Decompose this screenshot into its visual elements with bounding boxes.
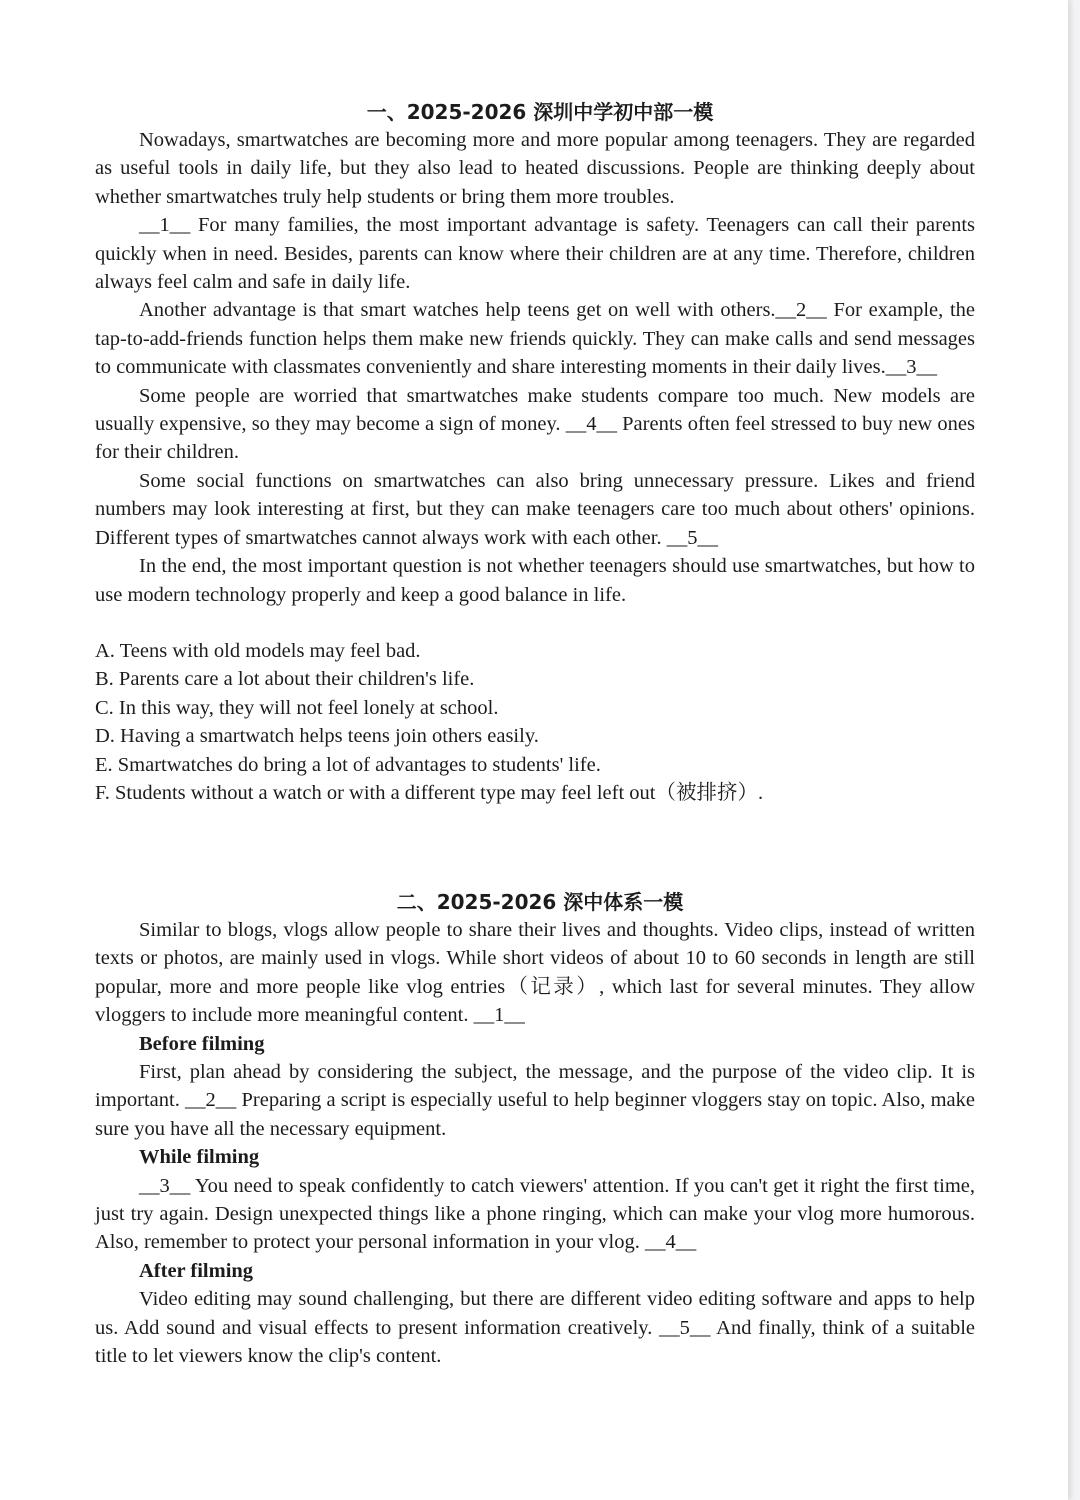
paragraph: __1__ For many families, the most important advantage is safety. Teenagers can call their parents quickly when in need. Besides, parents can know where their children are at any time. Therefore, children always feel calm and safe in daily life.	[95, 214, 975, 294]
subheading-after-filming: After filming	[139, 1259, 254, 1282]
option-d: D. Having a smartwatch helps teens join others easily.	[95, 725, 539, 748]
paragraph: Video editing may sound challenging, but there are different video editing software and apps to help us. Add sound and visual effects to present information creatively. __5__ And finally, think of a suitable title to let viewers know the clip's content.	[95, 1288, 975, 1368]
option-f: F. Students without a watch or with a different type may feel left out（被排挤）.	[95, 781, 764, 804]
section-2-heading: 二、2025-2026 深中体系一模	[396, 890, 684, 914]
intro-paragraph: Similar to blogs, vlogs allow people to share their lives and thoughts. Video clips, instead of written texts or photos, are mainly used in vlogs. While short videos of about 10 to 60 seconds in length are still popular, more and more people like vlog entries（记录）, which last for several minutes. They allow vloggers to include more meaningful content. __1__	[95, 919, 975, 1027]
paragraph: __3__ You need to speak confidently to catch viewers' attention. If you can't get it right the first time, just try again. Design unexpected things like a phone ringing, which can make your vlog more humorous. Also, remember to protect your personal information in your vlog. __4__	[95, 1174, 975, 1254]
option-e: E. Smartwatches do bring a lot of advantages to students' life.	[95, 753, 601, 776]
section-2-passage	[95, 916, 975, 1371]
paragraph: Another advantage is that smart watches help teens get on well with others.__2__ For example, the tap-to-add-friends function helps them make new friends quickly. They can make calls and send messages to communicate with classmates conveniently and share interesting moments in their daily lives.__3__	[95, 299, 975, 379]
section-1-passage	[95, 126, 975, 609]
paragraph: Some social functions on smartwatches can also bring unnecessary pressure. Likes and friend numbers may look interesting at first, but they can make teenagers care too much about others' opinions. Different types of smartwatches cannot always work with each other. __5__	[95, 469, 975, 549]
paragraph: First, plan ahead by considering the subject, the message, and the purpose of the video clip. It is important. __2__ Preparing a script is especially useful to help beginner vloggers stay on topic. Also, make sure you have all the necessary equipment.	[95, 1061, 975, 1140]
paragraph: Nowadays, smartwatches are becoming more and more popular among teenagers. They are regarded as useful tools in daily life, but they also lead to heated discussions. People are thinking deeply about whether smartwatches truly help students or bring them more troubles.	[95, 129, 975, 208]
paragraph: In the end, the most important question is not whether teenagers should use smartwatches, but how to use modern technology properly and keep a good balance in life.	[95, 555, 975, 606]
section-1	[95, 98, 975, 807]
option-b: B. Parents care a lot about their children's life.	[95, 668, 475, 691]
subheading-while-filming: While filming	[139, 1146, 260, 1169]
option-c: C. In this way, they will not feel lonely at school.	[95, 696, 499, 719]
subheading-before-filming: Before filming	[139, 1032, 265, 1055]
section-1-heading: 一、2025-2026 深圳中学初中部一模	[366, 100, 714, 124]
option-a: A. Teens with old models may feel bad.	[95, 639, 421, 662]
section-2	[95, 888, 975, 1371]
paragraph: Some people are worried that smartwatches make students compare too much. New models are usually expensive, so they may become a sign of money. __4__ Parents often feel stressed to buy new ones for their children.	[95, 384, 975, 464]
answer-options	[95, 637, 975, 807]
